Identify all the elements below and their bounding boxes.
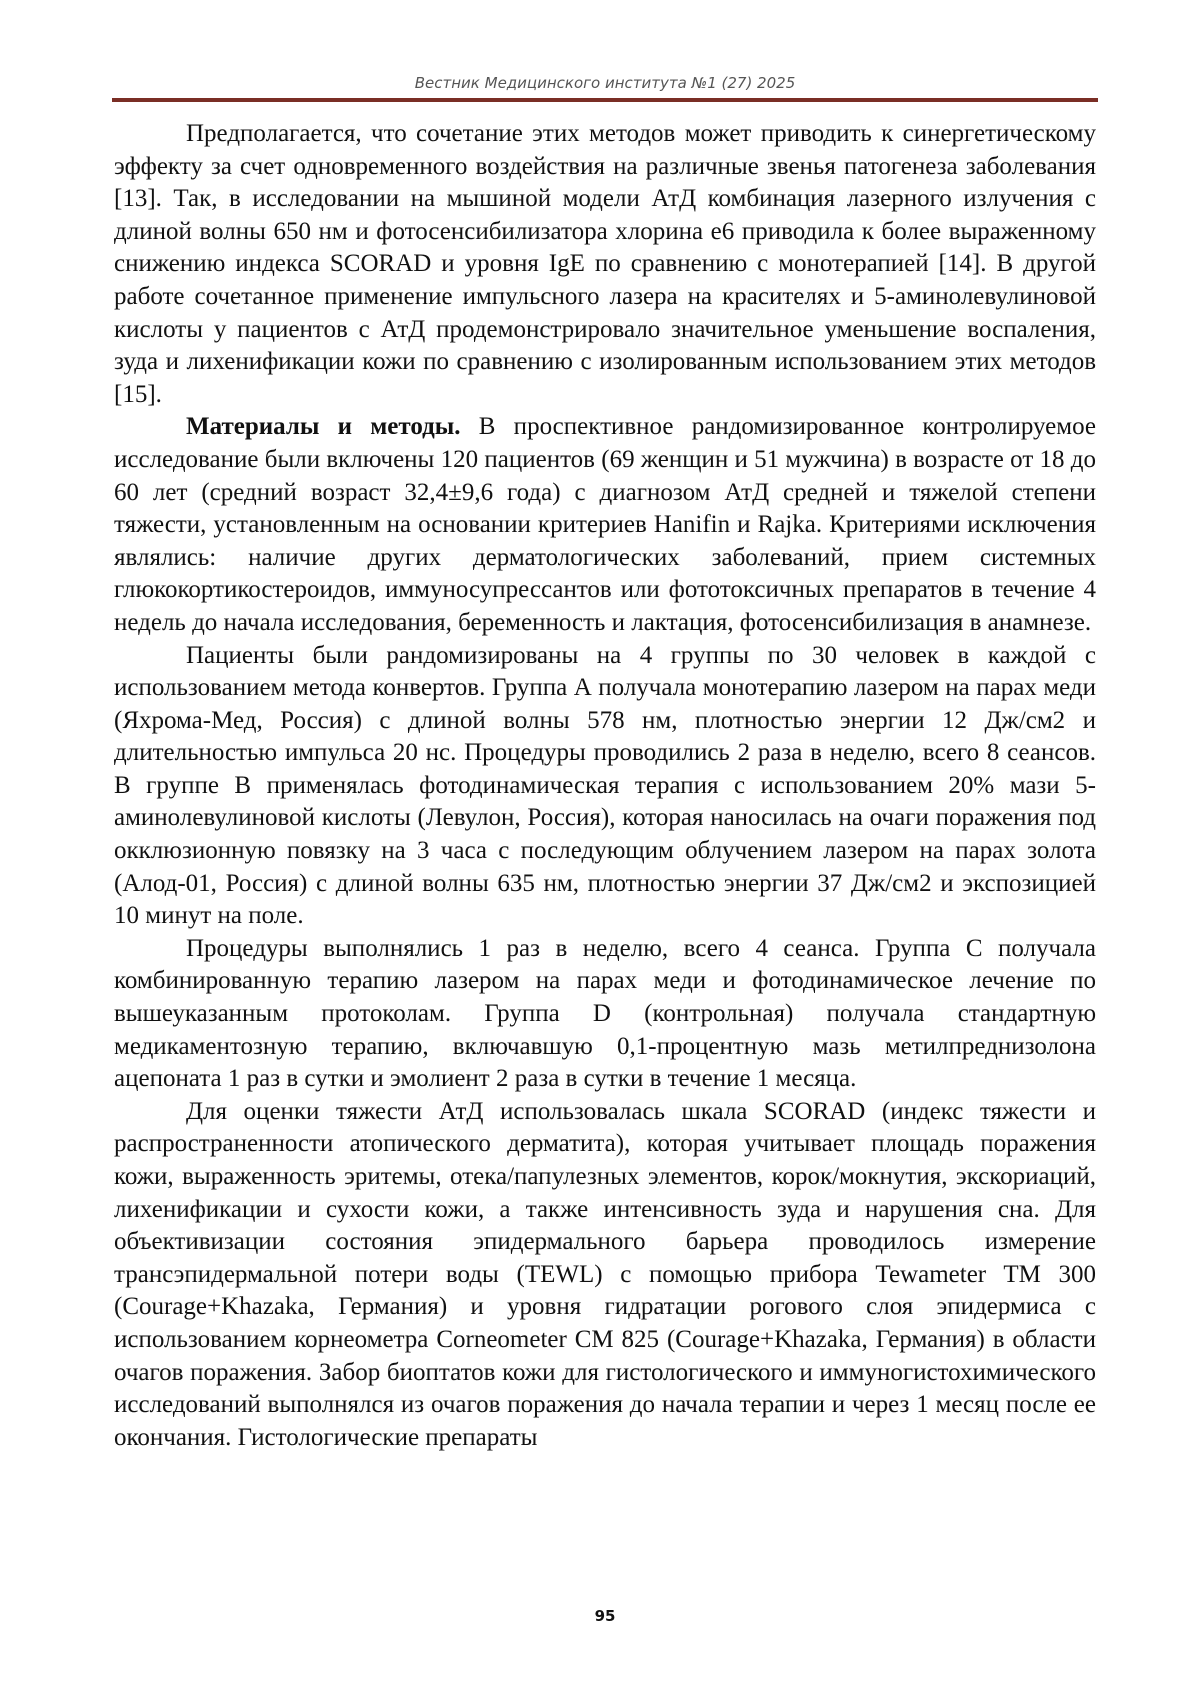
- document-page: [0, 0, 1200, 1697]
- paragraph-procedures: Процедуры выполнялись 1 раз в неделю, всего 4 сеанса. Группа С получала комбинированную терапию лазером на парах меди и фотодинамическое лечение по вышеуказанным протоколам. Группа D (контрольная) получала стандартную медикаментозную терапию, включавшую 0,1-процентную мазь метилпреднизолона ацепоната 1 раз в сутки и эмолиент 2 раза в сутки в течение 1 месяца.: [114, 933, 1096, 1096]
- journal-header: Вестник Медицинского института №1 (27) 2025: [112, 74, 1098, 92]
- section-heading-materials-methods: Материалы и методы.: [186, 413, 461, 440]
- paragraph-materials-methods: [114, 411, 1096, 639]
- page-number: 95: [112, 1607, 1098, 1625]
- paragraph-assessment: Для оценки тяжести АтД использовалась шкала SCORAD (индекс тяжести и распространенности атопического дерматита), которая учитывает площадь поражения кожи, выраженность эритемы, отека/папулезных элементов, корок/мокнутия, экскориаций, лихенификации и сухости кожи, а также интенсивность зуда и нарушения сна. Для объективизации состояния эпидермального барьера проводилось измерение трансэпидермальной потери воды (TEWL) с помощью прибора Tewameter TM 300 (Courage+Khazaka, Германия) и уровня гидратации рогового слоя эпидермиса с использованием корнеометра Corneometer CM 825 (Courage+Khazaka, Германия) в области очагов поражения. Забор биоптатов кожи для гистологического и иммуногистохимического исследований выполнялся из очагов поражения до начала терапии и через 1 месяц после ее окончания. Гистологические препараты: [114, 1096, 1096, 1455]
- paragraph-materials-methods-text: В проспективное рандомизированное контролируемое исследование были включены 120 пациентов (69 женщин и 51 мужчина) в возрасте от 18 до 60 лет (средний возраст 32,4±9,6 года) с диагнозом АтД средней и тяжелой степени тяжести, установленным на основании критериев Hanifin и Rajka. Критериями исключения являлись: наличие других дерматологических заболеваний, прием системных глюкокортикостероидов, иммуносупрессантов или фототоксичных препаратов в течение 4 недель до начала исследования, беременность и лактация, фотосенсибилизация в анамнезе.: [114, 413, 1096, 636]
- article-body: [114, 118, 1096, 1454]
- paragraph-randomization: Пациенты были рандомизированы на 4 группы по 30 человек в каждой с использованием метода конвертов. Группа А получала монотерапию лазером на парах меди (Яхрома-Мед, Россия) с длиной волны 578 нм, плотностью энергии 12 Дж/см2 и длительностью импульса 20 нс. Процедуры проводились 2 раза в неделю, всего 8 сеансов. В группе В применялась фотодинамическая терапия с использованием 20% мази 5-аминолевулиновой кислоты (Левулон, Россия), которая наносилась на очаги поражения под окклюзионную повязку на 3 часа с последующим облучением лазером на парах золота (Алод-01, Россия) с длиной волны 635 нм, плотностью энергии 37 Дж/см2 и экспозицией 10 минут на поле.: [114, 640, 1096, 933]
- paragraph-synergy: Предполагается, что сочетание этих методов может приводить к синергетическому эффекту за счет одновременного воздействия на различные звенья патогенеза заболевания [13]. Так, в исследовании на мышиной модели АтД комбинация лазерного излучения с длиной волны 650 нм и фотосенсибилизатора хлорина е6 приводила к более выраженному снижению индекса SCORAD и уровня IgE по сравнению с монотерапией [14]. В другой работе сочетанное применение импульсного лазера на красителях и 5-аминолевулиновой кислоты у пациентов с АтД продемонстрировало значительное уменьшение воспаления, зуда и лихенификации кожи по сравнению с изолированным использованием этих методов [15].: [114, 118, 1096, 411]
- header-divider: [112, 98, 1098, 102]
